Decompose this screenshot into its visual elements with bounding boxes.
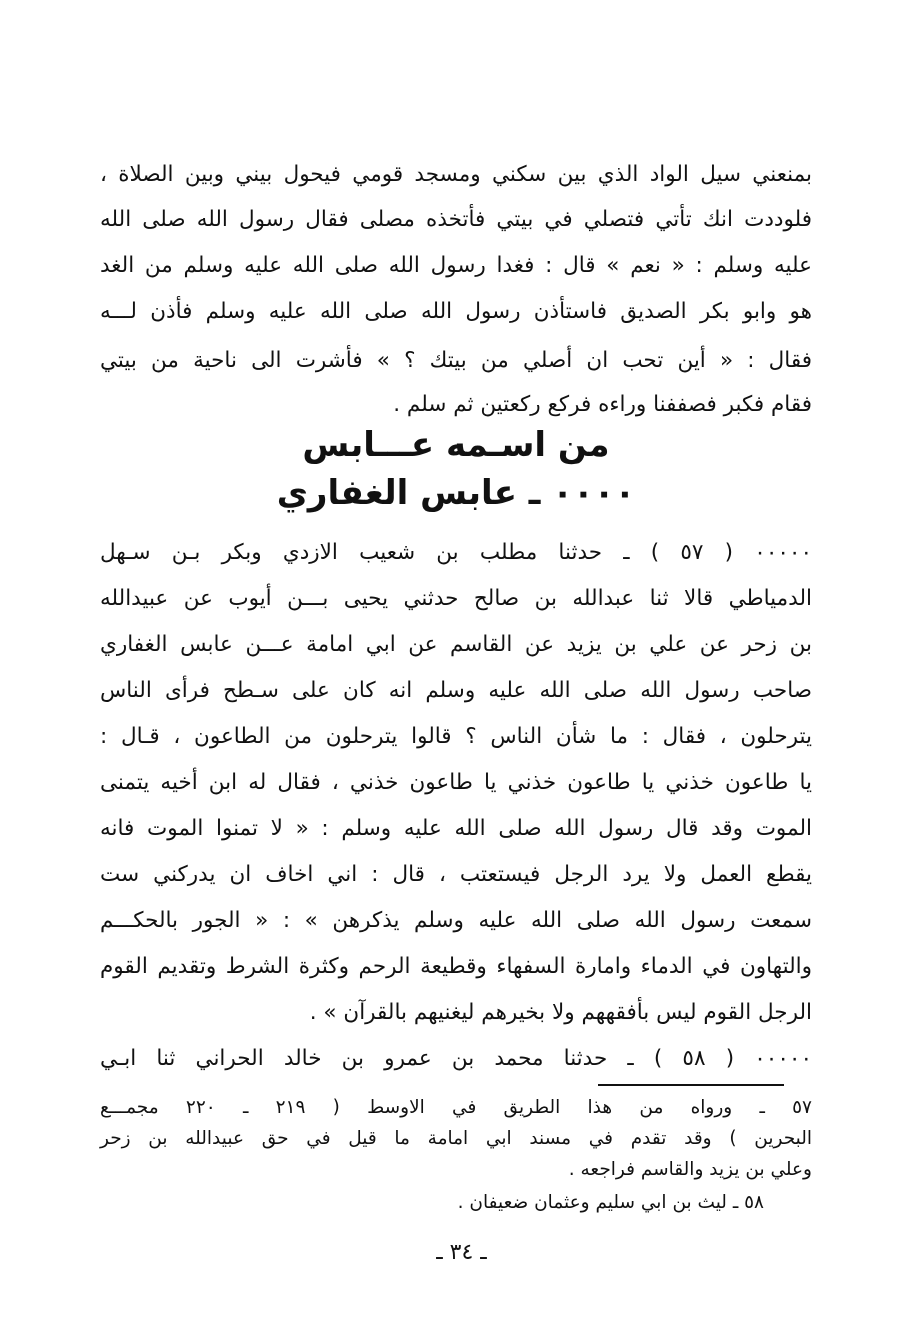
hadith-line: ٠٠٠٠٠ ( ٥٧ ) ـ حدثنا مطلب بن شعيب الازدي وبكر بـن سـهل xyxy=(100,540,813,565)
footnote-line: ٥٨ ـ ليث بن ابي سليم وعثمان ضعيفان . xyxy=(457,1192,764,1213)
footnote-line: وعلي بن يزيد والقاسم فراجعه . xyxy=(568,1159,812,1180)
text-line: فقام فكبر فصففنا وراءه فركع ركعتين ثم سلم . xyxy=(393,392,812,417)
footnote-line: ٥٧ ـ ورواه من هذا الطريق في الاوسط ( ٢١٩ ـ ٢٢٠ مجمـــع xyxy=(100,1097,812,1118)
hadith-line: والتهاون في الدماء وامارة السفهاء وقطيعة الرحم وكثرة الشرط وتقديم القوم xyxy=(100,954,812,979)
hadith-line: الرجل القوم ليس بأفقههم ولا بخيرهم ليغنيهم بالقرآن » . xyxy=(309,1000,812,1025)
hadith-line: سمعت رسول الله صلى الله عليه وسلم يذكرهن » : « الجور بالحكـــم xyxy=(100,908,812,933)
hadith-line: الموت وقد قال رسول الله صلى الله عليه وسلم : « لا تمنوا الموت فانه xyxy=(100,816,812,841)
footnote-line: البحرين ) وقد تقدم في مسند ابي امامة ما قيل في حق عبيدالله بن زحر xyxy=(100,1128,812,1149)
hadith-line: يترحلون ، فقال : ما شأن الناس ؟ قالوا يترحلون من الطاعون ، قـال : xyxy=(100,724,812,749)
text-line: بمنعني سيل الواد الذي بين سكني ومسجد قومي فيحول بيني وبين الصلاة ، xyxy=(100,162,812,187)
text-line: عليه وسلم : « نعم » قال : فغدا رسول الله صلى الله عليه وسلم من الغد xyxy=(100,253,812,278)
hadith-line: يا طاعون خذني يا طاعون خذني يا طاعون خذني ، فقال له ابن أخيه يتمنى xyxy=(100,770,812,795)
hadith-line: صاحب رسول الله صلى الله عليه وسلم انه كان على سـطح فرأى الناس xyxy=(100,678,812,703)
hadith-line: ٠٠٠٠٠ ( ٥٨ ) ـ حدثنا محمد بن عمرو بن خالد الحراني ثنا ابـي xyxy=(100,1046,812,1071)
hadith-line: يقطع العمل ولا يرد الرجل فيستعتب ، قال : اني اخاف ان يدركني ست xyxy=(100,862,812,887)
entry-heading: ٠٠٠٠ ـ عابس الغفاري xyxy=(276,473,636,513)
text-line: هو وابو بكر الصديق فاستأذن رسول الله صلى الله عليه وسلم فأذن لـــه xyxy=(100,299,812,324)
footnote-divider xyxy=(598,1084,784,1086)
section-heading: من اسـمه عـــابس xyxy=(302,425,610,465)
text-line: فلوددت انك تأتي فتصلي في بيتي فأتخذه مصلى فقال رسول الله صلى الله xyxy=(100,207,812,232)
hadith-line: الدمياطي قالا ثنا عبدالله بن صالح حدثني يحيى بـــن أيوب عن عبيدالله xyxy=(100,586,812,611)
page-number: ـ ٣٤ ـ xyxy=(436,1240,487,1265)
text-line: فقال : « أين تحب ان أصلي من بيتك ؟ » فأشرت الى ناحية من بيتي xyxy=(100,348,812,373)
hadith-line: بن زحر عن علي بن يزيد عن القاسم عن ابي امامة عـــن عابس الغفاري xyxy=(100,632,812,657)
